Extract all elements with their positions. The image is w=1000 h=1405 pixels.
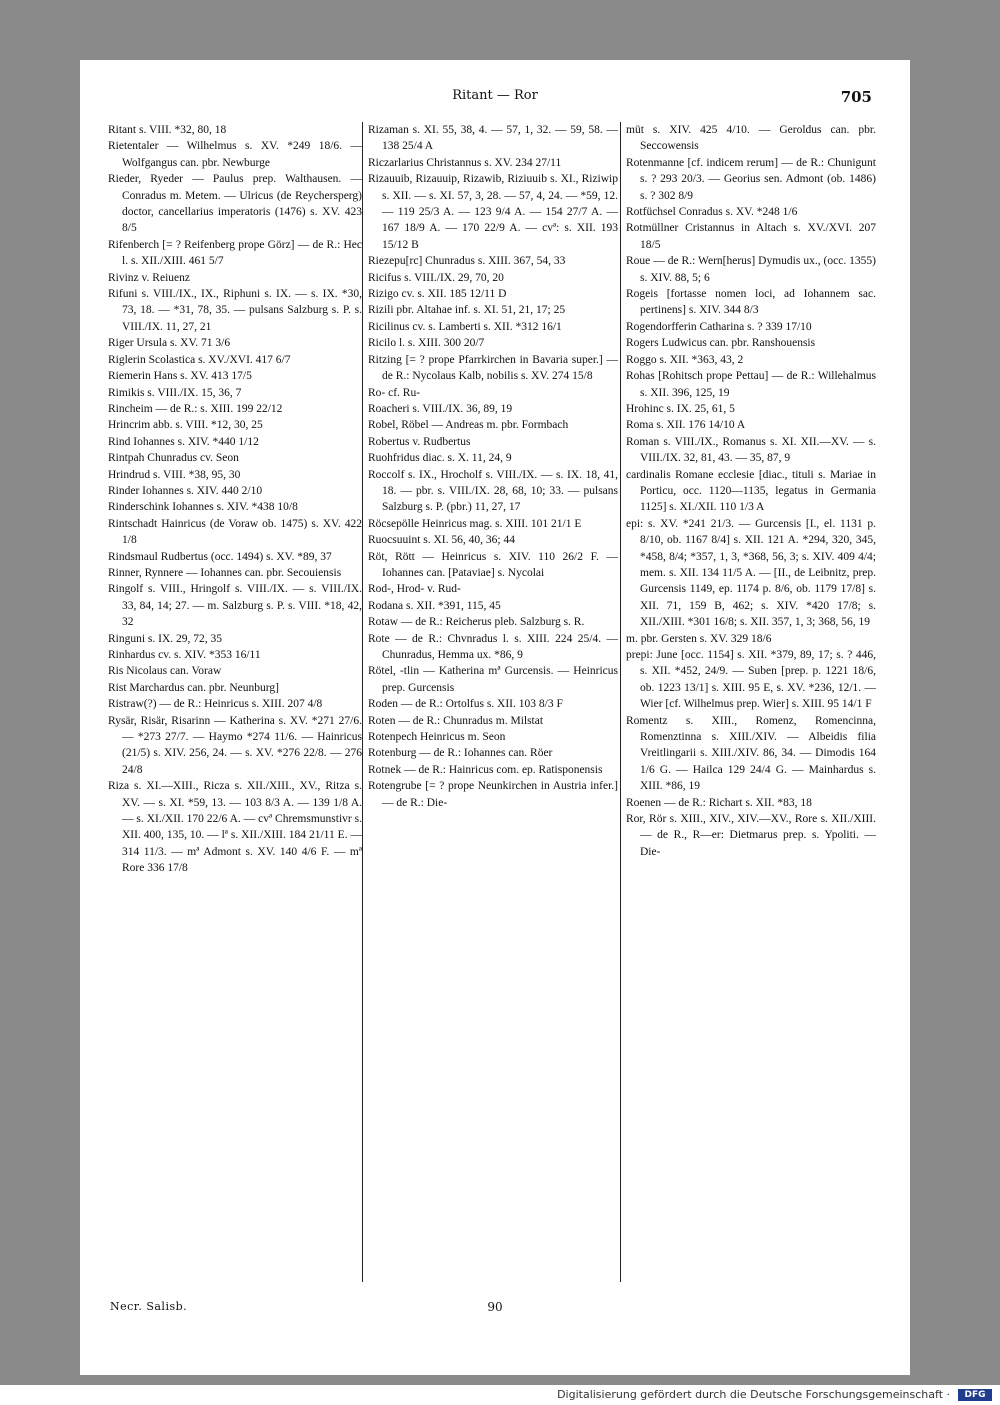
index-entry: Robel, Röbel — Andreas m. pbr. Formbach — [368, 419, 569, 432]
index-entry: Riger Ursula s. XV. 71 3/6 — [108, 337, 231, 350]
index-entry: Rifuni s. VIII./IX., IX., Riphuni s. IX. — s. IX. *30, 73, 18. — *31, 78, 35. — pulsans Salzburg s. P. s. VIII./IX. 11, 27, 21 — [108, 288, 362, 333]
index-entry: Rodana s. XII. *391, 115, 45 — [368, 599, 501, 612]
index-entry: Roma s. XII. 176 14/10 A — [626, 419, 746, 432]
index-entry: Rifenberch [= ? Reifenberg prope Görz] — de R.: Hec l. s. XII./XIII. 461 5/7 — [108, 238, 362, 268]
index-entry: Rizigo cv. s. XII. 185 12/11 D — [368, 288, 507, 301]
index-entry: Ricilinus cv. s. Lamberti s. XII. *312 16/1 — [368, 320, 562, 333]
index-entry: Rindsmaul Rudbertus (occ. 1494) s. XV. *89, 37 — [108, 550, 332, 563]
index-entry: Rincheim — de R.: s. XIII. 199 22/12 — [108, 402, 283, 415]
index-entry: Robertus v. Rudbertus — [368, 435, 471, 448]
page-number: 705 — [840, 88, 872, 106]
index-entry: Roccolf s. IX., Hrocholf s. VIII./IX. — s. IX. 18, 41, 18. — pbr. s. VIII./IX. 28, 68, 10; 33. — pulsans Salzburg s. P. (pbr.) 11, 27, 17 — [368, 468, 618, 514]
index-entry: Rizili pbr. Altahae inf. s. XI. 51, 21, 17; 25 — [368, 304, 566, 317]
index-entry: Rote — de R.: Chvnradus l. s. XIII. 224 25/4. — Chunradus, Hemma ux. *86, 9 — [368, 632, 618, 661]
index-entry: Ruohfridus diac. s. X. 11, 24, 9 — [368, 452, 512, 465]
index-entry: Roman s. VIII./IX., Romanus s. XI. XII.—XV. — s. VIII./IX. 32, 81, 43. — 35, 87, 9 — [626, 435, 876, 465]
index-entry: Rizauuib, Rizauuip, Rizawib, Riziuuib s. XI., Riziwip s. XII. — s. XI. 57, 3, 28. — 57, 4, 24. — *59, 12. — 119 25/3 A. — 123 9/4 A. — 154 27/7 A. — 167 18/9 A. — 170 22/9 A. — cvª: s. XII. 193 15/12 B — [368, 173, 618, 251]
index-entry: Ritant s. VIII. *32, 80, 18 — [108, 124, 227, 136]
index-entry: Riczarlarius Christannus s. XV. 234 27/11 — [368, 156, 562, 169]
index-entry: Hrindrud s. VIII. *38, 95, 30 — [108, 468, 241, 481]
index-entry: Rivinz v. Reiuenz — [108, 271, 190, 284]
index-entry: epi: s. XV. *241 21/3. — Gurcensis [I., el. 1131 p. 8/10, ob. 1167 8/4] s. XII. 121 A. *294, 320, 345, *458, 8/4; *357, 1, 3, *368, 56, 3; s. XIV. 409 4/4; mem. s. XII. 134 11/5 A. — [II., de Leibnitz, prep. Gurcensis 1149, ep. 1174 p. 8/6, ob. 1179 17/8] s. XII. 71, 159 B, 462; s. XIV. *420 17/8; s. XII./XIII. *301 16/8; s. XII. 357, 1, 3; 368, 56, 19 — [626, 517, 876, 629]
index-column-middle — [368, 122, 618, 1282]
index-column-left — [108, 122, 362, 1282]
index-entry: Roue — de R.: Wern[herus] Dymudis ux., (occ. 1355) s. XIV. 88, 5; 6 — [626, 255, 876, 284]
index-entry: Röcsepölle Heinricus mag. s. XIII. 101 21/1 E — [368, 517, 582, 530]
index-entry: Rinner, Rynnere — Iohannes can. pbr. Secouiensis — [108, 566, 342, 579]
column-divider — [620, 122, 621, 1282]
index-entry: Rimikis s. VIII./IX. 15, 36, 7 — [108, 386, 242, 399]
dfg-logo-icon: DFG — [958, 1389, 992, 1401]
index-entry: Roacheri s. VIII./IX. 36, 89, 19 — [368, 402, 513, 415]
index-entry: Ringuni s. IX. 29, 72, 35 — [108, 632, 223, 645]
index-entry: Rintpah Chunradus cv. Seon — [108, 452, 239, 465]
index-entry: Röt, Rött — Heinricus s. XIV. 110 26/2 F. — Iohannes can. [Pataviae] s. Nycolai — [368, 550, 618, 579]
index-entry: Roden — de R.: Ortolfus s. XII. 103 8/3 F — [368, 698, 563, 711]
index-entry: Rist Marchardus can. pbr. Neunburg] — [108, 681, 279, 694]
index-entry: Ris Nicolaus can. Voraw — [108, 665, 222, 678]
index-entry: Rotenpech Heinricus m. Seon — [368, 731, 506, 744]
index-entry: Ror, Rör s. XIII., XIV., XIV.—XV., Rore s. XII./XIII. — de R., R—er: Dietmarus prep. s. Ypoliti. — Die- — [626, 813, 876, 858]
index-column-right — [626, 122, 876, 1282]
index-entry: m. pbr. Gersten s. XV. 329 18/6 — [626, 632, 772, 645]
index-entry: Rotengrube [= ? prope Neunkirchen in Austria infer.] — de R.: Die- — [368, 780, 618, 809]
footer-source-label: Necr. Salisb. — [110, 1300, 188, 1313]
index-entry: Rietentaler — Wilhelmus s. XV. *249 18/6. — Wolfgangus can. pbr. Newburge — [108, 140, 362, 169]
index-entry: Rogers Ludwicus can. pbr. Ranshouensis — [626, 337, 816, 350]
index-entry: Ringolf s. VIII., Hringolf s. VIII./IX. — s. VIII./IX. 33, 84, 14; 27. — m. Salzburg s. P. s. VIII. *18, 42, 32 — [108, 583, 362, 629]
index-entry: Rind Iohannes s. XIV. *440 1/12 — [108, 435, 259, 448]
index-entry: Hrohinc s. IX. 25, 61, 5 — [626, 402, 735, 415]
index-entry: Ritzing [= ? prope Pfarrkirchen in Bavaria super.] — de R.: Nycolaus Kalb, nobilis s. XV. 274 15/8 — [368, 353, 618, 383]
index-entry: Rotfüchsel Conradus s. XV. *248 1/6 — [626, 206, 798, 219]
index-entry: Roggo s. XII. *363, 43, 2 — [626, 353, 744, 366]
index-entry: Rintschadt Hainricus (de Voraw ob. 1475) s. XV. 422 1/8 — [108, 517, 362, 547]
index-entry: Rogeis [fortasse nomen loci, ad Iohannem sac. pertinens] s. XIV. 344 8/3 — [626, 288, 876, 317]
index-entry: Rotnek — de R.: Hainricus com. ep. Ratisponensis — [368, 763, 603, 776]
index-entry: Rotmüllner Cristannus in Altach s. XV./XVI. 207 18/5 — [626, 222, 876, 251]
index-entry: Rinhardus cv. s. XIV. *353 16/11 — [108, 649, 261, 661]
index-entry: müt s. XIV. 425 4/10. — Geroldus can. pbr. Seccowensis — [626, 124, 876, 153]
index-entry: Rotenmanne [cf. indicem rerum] — de R.: Chunigunt s. ? 293 20/3. — Georius sen. Admont (ob. 1486) s. ? 302 8/9 — [626, 156, 876, 202]
page-header-title: Ritant — Ror — [452, 88, 538, 103]
index-entry: Ricifus s. VIII./IX. 29, 70, 20 — [368, 271, 504, 284]
index-entry: Rod-, Hrod- v. Rud- — [368, 583, 461, 596]
index-entry: Hrincrim abb. s. VIII. *12, 30, 25 — [108, 419, 263, 432]
index-entry: Rohas [Rohitsch prope Pettau] — de R.: Willehalmus s. XII. 396, 125, 19 — [626, 370, 876, 399]
index-entry: Ricilo l. s. XIII. 300 20/7 — [368, 337, 485, 350]
index-entry: Ruocsuuint s. XI. 56, 40, 36; 44 — [368, 534, 515, 547]
index-entry: Riglerin Scolastica s. XV./XVI. 417 6/7 — [108, 353, 291, 366]
credit-text: Digitalisierung gefördert durch die Deutsche Forschungsgemeinschaft · — [557, 1388, 950, 1401]
index-entry: prepi: June [occ. 1154] s. XII. *379, 89, 17; s. ? 446, s. XII. *452, 24/9. — Suben [prep. p. 1221 18/6, ob. 1223 13/1] s. XIII. 95 E, s. XV. *236, 12/1. — Wier [cf. Wilhelmus prep. Wier] s. XIII. 95 14/1 F — [626, 649, 876, 711]
index-entry: Rinderschink Iohannes s. XIV. *438 10/8 — [108, 501, 298, 514]
footer-signature: 90 — [487, 1300, 503, 1314]
index-entry: Riezepu[rc] Chunradus s. XIII. 367, 54, 33 — [368, 255, 566, 268]
index-entry: Rötel, -tlin — Katherina mª Gurcensis. — Heinricus prep. Gurcensis — [368, 665, 618, 694]
index-entry: Rogendorfferin Catharina s. ? 339 17/10 — [626, 320, 812, 333]
index-entry: Roenen — de R.: Richart s. XII. *83, 18 — [626, 796, 812, 809]
index-entry: Ristraw(?) — de R.: Heinricus s. XIII. 207 4/8 — [108, 698, 323, 711]
column-divider — [362, 122, 363, 1282]
index-entry: Rotaw — de R.: Reicherus pleb. Salzburg s. R. — [368, 616, 585, 629]
index-entry: Rieder, Ryeder — Paulus prep. Walthausen. — Conradus m. Metem. — Ulricus (de Reychersperg) doctor, cancellarius imperatoris (1476) s. XV. 423 8/5 — [108, 173, 362, 235]
index-entry: Riemerin Hans s. XV. 413 17/5 — [108, 370, 252, 383]
index-entry: Ro- cf. Ru- — [368, 386, 421, 399]
index-entry: Riza s. XI.—XIII., Ricza s. XII./XIII., XV., Ritza s. XV. — s. XI. *59, 13. — 103 8/3 A. — 139 1/8 A. — s. XI./XII. 170 22/6 A. — cvª Chremsmunstivr s. XII. 400, 135, 10. — lª s. XII./XIII. 184 21/11 E. — 314 11/3. — mª Admont s. XV. 140 4/6 F. — mª Rore 336 17/8 — [108, 780, 362, 875]
index-entry: cardinalis Romane ecclesie [diac., tituli s. Mariae in Porticu, occ. 1120—1135, legatus in Germania 1125] s. XI./XII. 110 1/3 A — [626, 468, 876, 514]
index-entry: Rizaman s. XI. 55, 38, 4. — 57, 1, 32. — 59, 58. — 138 25/4 A — [368, 124, 618, 153]
document-page — [80, 60, 910, 1375]
index-entry: Rysär, Risär, Risarinn — Katherina s. XV. *271 27/6. — *273 27/7. — Haymo *274 11/6. — Hainricus (21/5) s. XIV. 256, 24. — s. XV. *276 22/8. — 276 24/8 — [108, 714, 362, 776]
index-entry: Roten — de R.: Chunradus m. Milstat — [368, 714, 544, 727]
index-entry: Rotenburg — de R.: Iohannes can. Röer — [368, 747, 553, 760]
index-entry: Romentz s. XIII., Romenz, Romencinna, Romenztinna s. XIII./XIV. — Albeidis filia Vreitlingarii s. XIII./XIV. 86, 34. — Dimodis 164 1/6 G. — Hailca 129 24/4 G. — Mainhardus s. XIII. *86, 19 — [626, 714, 876, 793]
index-entry: Rinder Iohannes s. XIV. 440 2/10 — [108, 484, 263, 497]
